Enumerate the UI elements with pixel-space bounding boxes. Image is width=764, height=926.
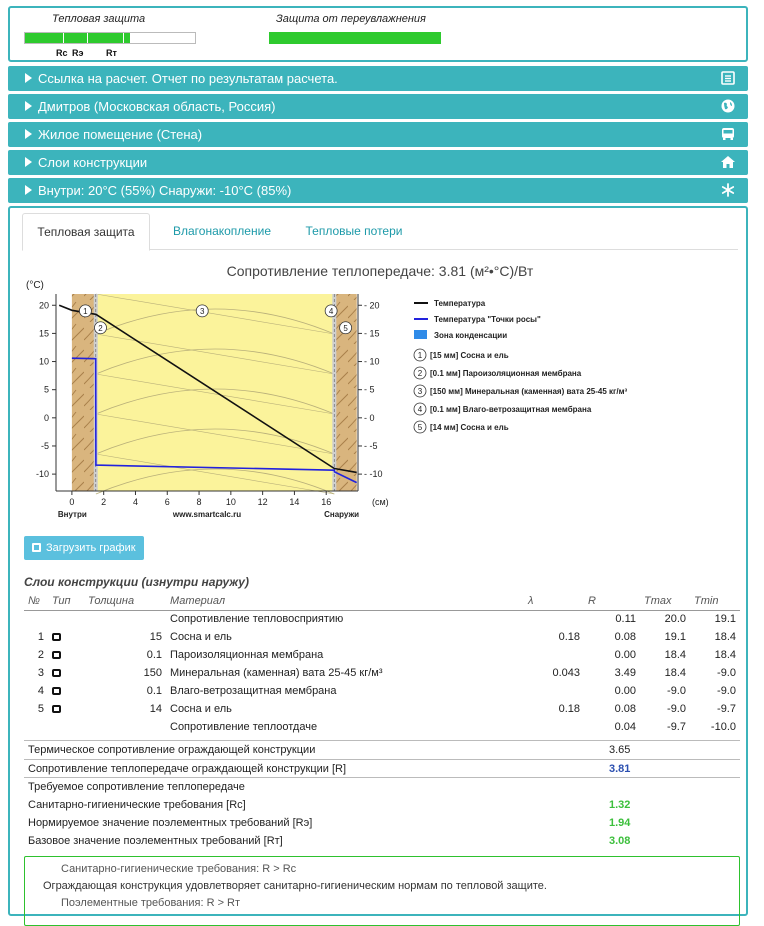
layer-marker-label: 4 [328, 306, 334, 316]
sanitary-value: 1.32 [609, 799, 631, 811]
legend-label: Температура "Точки росы" [434, 315, 541, 324]
x-tick-label: 8 [196, 497, 202, 507]
table-row [24, 664, 740, 682]
row-type [48, 628, 84, 646]
caret-right-icon [25, 73, 32, 83]
table-row [24, 610, 740, 628]
thermal-protection-title: Тепловая защита [52, 13, 146, 25]
row-r: 0.00 [614, 649, 636, 661]
row-lambda [524, 682, 584, 700]
y-tick-label-left: 0 [43, 412, 49, 423]
layers-section-title: Слои конструкции (изнутри наружу) [24, 575, 249, 589]
layer-type-icon[interactable] [52, 651, 61, 659]
caret-right-icon [25, 157, 32, 167]
row-tmin: 18.4 [714, 631, 736, 643]
legend-label: Зона конденсации [434, 331, 508, 340]
row-material: Сопротивление теплоотдаче [170, 721, 318, 733]
heat-transfer-value: 3.81 [609, 763, 631, 775]
y-tick-label-right: - 0 [364, 412, 375, 423]
y-tick-label-left: 10 [38, 356, 49, 367]
col-tmax: Tmax [640, 592, 690, 610]
row-material: Пароизоляционная мембрана [170, 649, 324, 661]
row-thickness [84, 718, 166, 736]
col-number: № [24, 592, 48, 610]
legend-label: Температура [434, 299, 486, 308]
row-tmax: -9.0 [667, 685, 686, 697]
accordion-room-type[interactable] [8, 122, 748, 147]
bar-tick-rc [63, 33, 64, 43]
row-thickness: 0.1 [146, 685, 162, 697]
legend-layer-label: [150 мм] Минеральная (каменная) вата 25-45 кг/м³ [430, 387, 628, 396]
result-box [24, 856, 740, 926]
x-tick-label: 2 [101, 497, 107, 507]
bar-tick-re [87, 33, 88, 43]
row-tmin: 19.1 [714, 613, 736, 626]
table-header-row [24, 592, 740, 610]
table-row [24, 718, 740, 736]
row-lambda [524, 718, 584, 736]
accordion-label: Дмитров (Московская область, Россия) [38, 99, 276, 114]
legend-layer-label: [14 мм] Сосна и ель [430, 423, 509, 432]
thermal-protection-bar [24, 32, 196, 44]
col-thickness: Толщина [84, 592, 166, 610]
col-material: Материал [166, 592, 524, 610]
y-axis-label: (°C) [26, 280, 44, 291]
accordion-location[interactable] [8, 94, 748, 119]
x-tick-label: 16 [321, 497, 332, 507]
tab-thermal-protection[interactable]: Тепловая защита [22, 213, 150, 251]
accordion-conditions[interactable] [8, 178, 748, 203]
tab-heat-losses[interactable]: Тепловые потери [305, 224, 403, 238]
row-number [24, 718, 48, 736]
row-type [48, 700, 84, 718]
row-type [48, 682, 84, 700]
required-row [24, 778, 740, 797]
sanitary-row [24, 796, 740, 815]
col-type: Тип [48, 592, 84, 610]
row-lambda [524, 610, 584, 628]
layer-type-icon[interactable] [52, 633, 61, 641]
accordion-layers[interactable] [8, 150, 748, 175]
table-row [24, 628, 740, 646]
result-sanitary-heading: Санитарно-гигиенические требования: R > Rc [61, 863, 297, 875]
row-tmin: 18.4 [714, 649, 736, 661]
thermal-resistance-row [24, 740, 740, 759]
caret-right-icon [25, 129, 32, 139]
row-lambda: 0.043 [552, 667, 580, 679]
normative-value: 1.94 [609, 817, 631, 829]
row-number: 2 [37, 649, 44, 661]
protection-indicators [8, 6, 748, 62]
row-thickness [84, 610, 166, 628]
legend-box-swatch [414, 330, 427, 339]
row-material: Минеральная (каменная) вата 25-45 кг/м³ [170, 667, 383, 679]
accordion-label: Жилое помещение (Стена) [38, 127, 203, 142]
layer-marker-label: 2 [98, 323, 103, 333]
tick-label-rt: Rт [106, 48, 117, 58]
row-number [24, 610, 48, 628]
accordion-label: Ссылка на расчет. Отчет по результатам расчета. [38, 71, 338, 86]
row-material: Сосна и ель [170, 631, 232, 643]
y-tick-label-right: - 20 [364, 300, 380, 311]
inside-caption: Внутри [57, 510, 87, 519]
y-tick-label-right: - -10 [364, 469, 383, 480]
caret-right-icon [25, 185, 32, 195]
row-lambda: 0.18 [558, 631, 580, 643]
col-tmin: Tmin [690, 592, 740, 610]
outside-caption: Снаружи [324, 510, 360, 519]
moisture-protection-title: Защита от переувлажнения [276, 13, 426, 25]
accordion-report-link[interactable] [8, 66, 748, 91]
row-tmax: 20.0 [664, 613, 686, 626]
row-thickness: 0.1 [146, 649, 162, 661]
row-number: 4 [37, 685, 44, 697]
x-tick-label: 6 [164, 497, 170, 507]
accordion-label: Слои конструкции [38, 155, 148, 170]
row-tmax: 19.1 [664, 631, 686, 643]
bus-icon [720, 126, 736, 142]
bar-tick-rt [123, 33, 124, 43]
moisture-protection-bar [269, 32, 441, 44]
layer-marker-label: 3 [200, 306, 205, 316]
x-axis-label: (см) [372, 497, 389, 507]
y-tick-label-left: 15 [38, 328, 49, 339]
legend-layer-number: 1 [417, 351, 423, 360]
base-value: 3.08 [609, 835, 631, 847]
table-row [24, 682, 740, 700]
accordion-label: Внутри: 20°C (55%) Снаружи: -10°C (85%) [38, 183, 292, 198]
heat-transfer-label: Сопротивление теплопередаче ограждающей конструкции [R] [28, 763, 347, 775]
row-type [48, 646, 84, 664]
y-tick-label-right: - 15 [364, 328, 380, 339]
x-tick-label: 4 [132, 497, 138, 507]
row-tmin: -9.0 [717, 667, 736, 679]
tab-moisture-accumulation[interactable]: Влагонакопление [172, 224, 271, 238]
y-tick-label-left: -10 [35, 469, 49, 480]
layer-marker-label: 1 [83, 306, 88, 316]
layer-type-icon[interactable] [52, 705, 61, 713]
row-r: 3.49 [614, 667, 636, 679]
x-tick-label: 0 [69, 497, 75, 507]
row-r: 0.11 [615, 613, 636, 626]
y-tick-label-right: - 5 [364, 384, 375, 395]
row-number: 3 [37, 667, 44, 679]
tick-label-re: Rэ [72, 48, 84, 58]
row-thickness: 15 [149, 631, 162, 643]
row-lambda: 0.18 [558, 703, 580, 715]
y-tick-label-left: 5 [43, 384, 49, 395]
y-tick-label-right: - -5 [364, 440, 378, 451]
heat-transfer-row [24, 759, 740, 778]
row-tmax: -9.7 [667, 721, 686, 733]
tick-label-rc: Rc [56, 48, 68, 58]
sanitary-label: Санитарно-гигиенические требования [Rc] [28, 799, 246, 811]
thermal-resistance-value: 3.65 [609, 744, 631, 756]
normative-row [24, 814, 740, 833]
row-type [48, 664, 84, 682]
chart-title: Сопротивление теплопередаче: 3.81 (м²•°C)/Вт [226, 263, 534, 279]
layer-marker-label: 5 [343, 323, 348, 333]
base-label: Базовое значение поэлементных требований [Rт] [28, 835, 283, 847]
caret-right-icon [25, 101, 32, 111]
normative-label: Нормируемое значение поэлементных требований [Rэ] [28, 817, 313, 829]
row-type [48, 610, 84, 628]
row-r: 0.08 [614, 631, 636, 643]
row-tmax: 18.4 [664, 649, 686, 661]
y-tick-label-left: 20 [38, 300, 49, 311]
col-r: R [584, 592, 640, 610]
report-icon [720, 70, 736, 86]
thermal-protection-fill [25, 33, 130, 43]
download-chart-button[interactable] [24, 536, 144, 560]
row-r: 0.04 [614, 721, 636, 733]
required-label: Требуемое сопротивление теплопередаче [28, 781, 245, 793]
layer-3-fill [96, 294, 334, 491]
row-number: 5 [37, 703, 44, 715]
row-thickness: 14 [149, 703, 162, 715]
y-tick-label-right: - 10 [364, 356, 380, 367]
row-material: Влаго-ветрозащитная мембрана [170, 685, 337, 697]
tab-bar [22, 213, 738, 250]
globe-icon [720, 98, 736, 114]
row-tmin: -10.0 [710, 721, 736, 733]
table-row [24, 700, 740, 718]
legend-layer-number: 2 [417, 369, 423, 378]
row-type [48, 718, 84, 736]
layer-type-icon[interactable] [52, 687, 61, 695]
row-r: 0.00 [614, 685, 636, 697]
moisture-protection-fill [270, 33, 440, 43]
row-material: Сопротивление тепловосприятию [170, 613, 344, 626]
legend-layer-number: 5 [417, 423, 423, 432]
home-icon [720, 154, 736, 170]
main-panel [8, 206, 748, 916]
temperature-chart [18, 278, 740, 528]
legend-layer-number: 4 [417, 405, 423, 414]
result-element-heading: Поэлементные требования: R > Rт [61, 897, 241, 909]
row-material: Сосна и ель [170, 703, 232, 715]
row-tmin: -9.7 [717, 703, 736, 715]
legend-layer-label: [15 мм] Сосна и ель [430, 351, 509, 360]
download-chart-label: Загрузить график [46, 542, 136, 554]
x-tick-label: 14 [289, 497, 300, 507]
row-tmin: -9.0 [717, 685, 736, 697]
base-row [24, 832, 740, 851]
row-tmax: -9.0 [667, 703, 686, 715]
row-number: 1 [37, 631, 44, 643]
snowflake-icon [720, 182, 736, 198]
legend-layer-label: [0.1 мм] Пароизоляционная мембрана [430, 369, 582, 378]
layer-type-icon[interactable] [52, 669, 61, 677]
thermal-resistance-label: Термическое сопротивление ограждающей конструкции [28, 744, 316, 756]
row-thickness: 150 [143, 667, 162, 679]
layer-1-fill [72, 294, 96, 491]
x-tick-label: 10 [225, 497, 236, 507]
row-lambda [524, 646, 584, 664]
table-row [24, 646, 740, 664]
site-caption: www.smartcalc.ru [172, 510, 242, 519]
row-r: 0.08 [614, 703, 636, 715]
save-icon [32, 543, 41, 552]
layers-table [24, 592, 740, 736]
x-tick-label: 12 [257, 497, 268, 507]
result-sanitary-text: Ограждающая конструкция удовлетворяет санитарно-гигиеническим нормам по тепловой защите. [43, 880, 547, 892]
col-lambda: λ [524, 592, 584, 610]
legend-layer-label: [0.1 мм] Влаго-ветрозащитная мембрана [430, 405, 592, 414]
legend-layer-number: 3 [417, 387, 423, 396]
y-tick-label-left: -5 [40, 440, 49, 451]
row-tmax: 18.4 [664, 667, 686, 679]
